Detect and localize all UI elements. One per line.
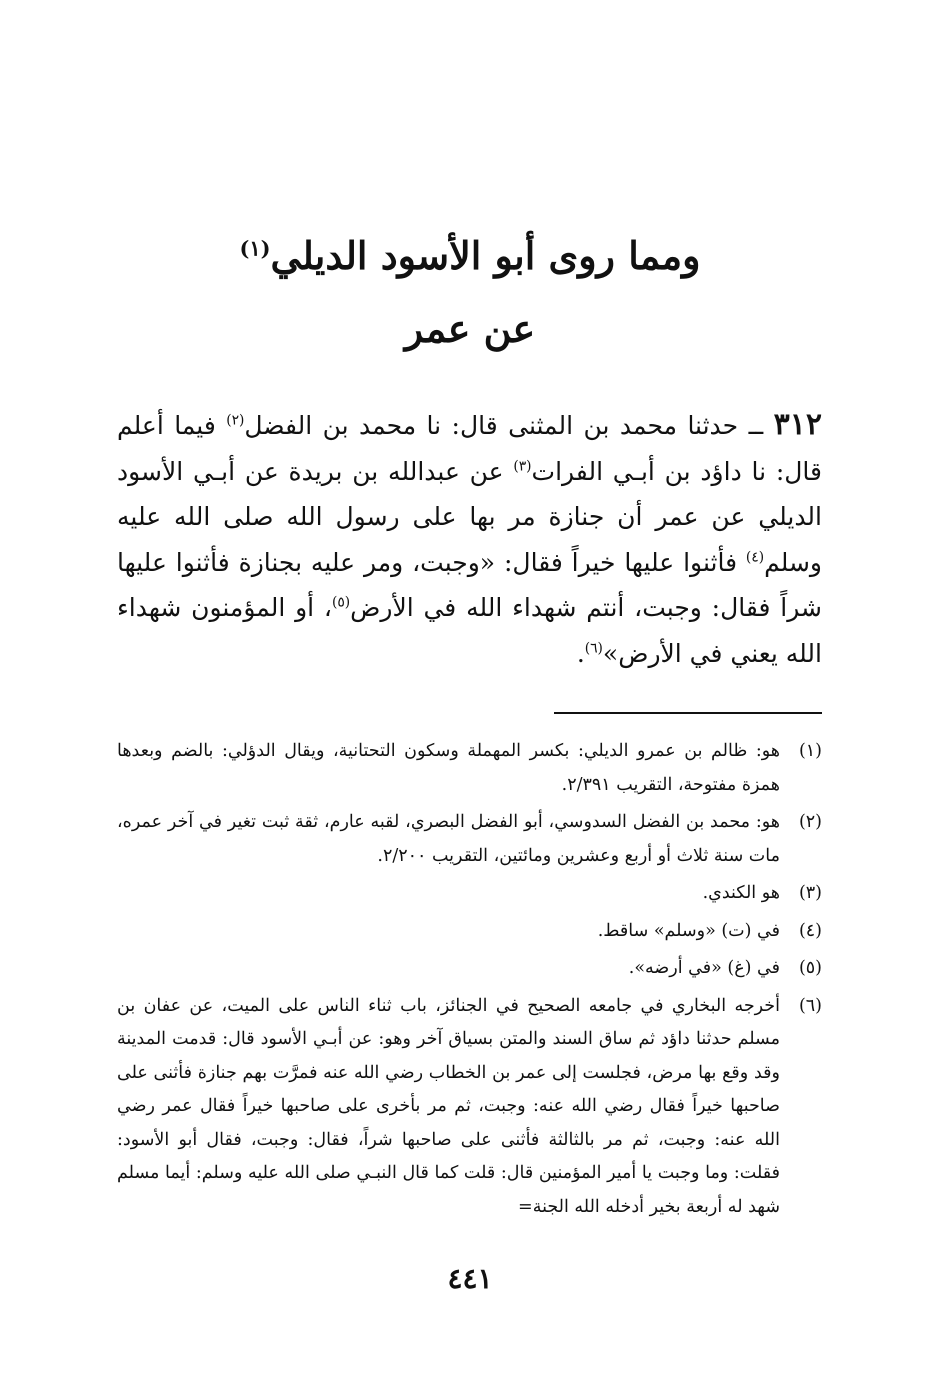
footnote-number: (٤) <box>798 920 822 941</box>
footnote-6 <box>117 990 822 1225</box>
footnote-number: (٣) <box>798 883 822 903</box>
chapter-heading <box>0 232 940 280</box>
footnote-ref-5: (٥) <box>332 594 351 611</box>
footnote-number: (٢) <box>798 812 822 832</box>
footnote-separator <box>554 712 822 714</box>
hadith-segment-3: عن عبدالله بن بريدة عن أبـي الأسود الديلي عن عمر أن جنازة مر بها على رسول الله صلى الله عليه وسلم <box>117 456 822 577</box>
footnote-text: في (ت) «وسلم» ساقط. <box>597 920 780 941</box>
footnote-1 <box>117 735 822 802</box>
chapter-heading-text: ومما روى أبو الأسود الديلي <box>270 233 701 278</box>
footnote-ref-6: (٦) <box>584 640 603 657</box>
footnote-ref-4: (٤) <box>745 549 765 566</box>
chapter-subheading: عن عمر <box>404 306 536 351</box>
footnote-number: (٥) <box>798 958 822 978</box>
footnote-4 <box>117 915 822 949</box>
heading-footnote-ref: (١) <box>239 235 271 261</box>
hadith-number: ٣١٢ <box>773 407 822 442</box>
hadith-dash: ــ <box>738 411 774 440</box>
footnote-text: في (غ) «في أرضه». <box>628 958 780 978</box>
hadith-segment-6: . <box>576 638 585 668</box>
footnote-text: هو: ظالم بن عمرو الديلي: بكسر المهملة وسكون التحتانية، ويقال الدؤلي: بالضم وبعدها همزة مفتوحة، التقريب ٢/٣٩١. <box>117 741 780 795</box>
hadith-segment-4: فأثنوا عليها خيراً فقال: «وجبت، ومر عليه بجنازة فأثنوا عليها شراً فقال: وجبت، أنتم شهداء الله في الأرض <box>117 547 822 622</box>
footnote-ref-3: (٣) <box>513 458 532 475</box>
hadith-segment-1: حدثنا محمد بن المثنى قال: نا محمد بن الفضل <box>244 411 739 440</box>
hadith-segment-2: فيما أعلم قال: نا داؤد بن أبـي الفرات <box>117 411 822 486</box>
footnote-number: (٦) <box>798 995 822 1016</box>
footnote-number: (١) <box>798 741 822 761</box>
footnote-3 <box>117 877 822 911</box>
hadith-segment-5: ، أو المؤمنون شهداء الله يعني في الأرض» <box>117 593 822 668</box>
footnote-text: أخرجه البخاري في جامعه الصحيح في الجنائز، باب ثناء الناس على الميت، عن عفان بن مسلم حدثنا داؤد ثم ساق السند والمتن بسياق آخر وهو: عن أبـي الأسود قال: قدمت المدينة وقد وقع بها مرض، فجلست إلى عمر بن الخطاب رضي الله عنه فمرَّت بهم جنازة فأثنى على صاحبها خيراً فقال رضي الله عنه: وجبت، ثم مر بأخرى على صاحبها خيراً فقال عمر رضي الله عنه: وجبت، ثم مر بالثالثة فأثنى على صاحبها شراً، فقال: وجبت، فقال أبو الأسود: فقلت: وما وجبت يا أمير المؤمنين قال: قلت كما قال النبـي صلى الله عليه وسلم: أيما مسلم شهد له أربعة بخير أدخله الله الجنة= <box>117 995 780 1217</box>
footnotes <box>117 735 822 1228</box>
hadith-text <box>117 402 822 676</box>
footnote-2 <box>117 806 822 873</box>
footnote-text: هو: محمد بن الفضل السدوسي، أبو الفضل البصري، لقبه عارم، ثقة ثبت تغير في آخر عمره، مات سنة ثلاث أو أربع وعشرين ومائتين، التقريب ٢/٢٠٠. <box>117 812 780 866</box>
footnote-text: هو الكندي. <box>702 883 780 903</box>
footnote-ref-2: (٢) <box>226 412 245 429</box>
page-number: ٤٤١ <box>447 1262 493 1295</box>
footnote-5 <box>117 952 822 986</box>
